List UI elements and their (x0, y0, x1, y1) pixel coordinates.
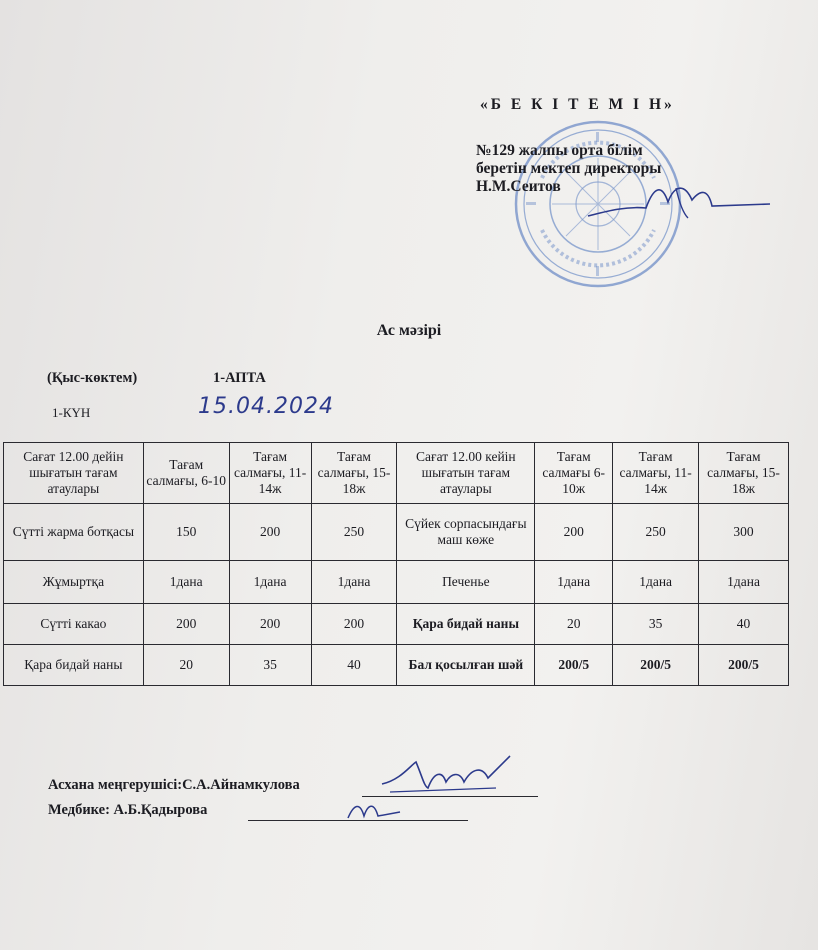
header-cell: Сағат 12.00 дейін шығатын тағам атаулары (4, 443, 144, 504)
table-cell: Бал қосылған шәй (397, 645, 535, 686)
table-cell: 200/5 (613, 645, 699, 686)
table-cell: 200 (311, 604, 397, 645)
table-cell: 200 (535, 504, 613, 561)
table-cell: 20 (143, 645, 229, 686)
header-cell: Тағам салмағы, 11-14ж (613, 443, 699, 504)
week-label: 1-АПТА (213, 370, 266, 386)
table-cell: 35 (229, 645, 311, 686)
season-label: (Қыс-көктем) (47, 370, 138, 386)
table-cell: 200 (143, 604, 229, 645)
header-cell: Тағам салмағы, 15-18ж (311, 443, 397, 504)
menu-table (3, 442, 789, 686)
table-cell: Сүтті жарма ботқасы (4, 504, 144, 561)
table-cell: 200/5 (699, 645, 789, 686)
table-cell: 250 (613, 504, 699, 561)
table-cell: Қара бидай наны (4, 645, 144, 686)
table-cell: Сүтті какао (4, 604, 144, 645)
table-cell: 150 (143, 504, 229, 561)
table-cell: 1дана (229, 561, 311, 604)
handwritten-date: 15.04.2024 (198, 394, 334, 419)
table-header-row (4, 443, 789, 504)
table-cell: Сүйек сорпасындағы маш көже (397, 504, 535, 561)
table-row (4, 561, 789, 604)
table-cell: 1дана (143, 561, 229, 604)
table-row (4, 504, 789, 561)
table-cell: 300 (699, 504, 789, 561)
day-label: 1-КҮН (52, 405, 91, 420)
table-cell: Қара бидай наны (397, 604, 535, 645)
canteen-manager-signature (376, 752, 516, 802)
approval-line-3: Н.М.Сеитов (476, 178, 561, 195)
table-cell: 1дана (535, 561, 613, 604)
header-cell: Тағам салмағы 6-10ж (535, 443, 613, 504)
table-cell: 200/5 (535, 645, 613, 686)
approval-line-1: №129 жалпы орта білім (476, 142, 643, 159)
nurse-signature (344, 798, 404, 824)
table-cell: 1дана (311, 561, 397, 604)
table-cell: 1дана (699, 561, 789, 604)
approval-line-2: беретін мектеп директоры (476, 160, 662, 177)
page-title: Ас мәзірі (376, 322, 442, 339)
table-cell: 20 (535, 604, 613, 645)
nurse-label: Медбике: А.Б.Қадырова (48, 802, 208, 818)
table-cell: Печенье (397, 561, 535, 604)
header-cell: Тағам салмағы, 11-14ж (229, 443, 311, 504)
table-cell: Жұмыртқа (4, 561, 144, 604)
table-cell: 200 (229, 604, 311, 645)
director-signature (584, 176, 774, 226)
table-cell: 250 (311, 504, 397, 561)
table-cell: 35 (613, 604, 699, 645)
table-row (4, 645, 789, 686)
table-cell: 40 (699, 604, 789, 645)
header-cell: Тағам салмағы, 15-18ж (699, 443, 789, 504)
table-cell: 40 (311, 645, 397, 686)
table-row (4, 604, 789, 645)
table-cell: 1дана (613, 561, 699, 604)
header-cell: Тағам салмағы, 6-10 (143, 443, 229, 504)
table-cell: 200 (229, 504, 311, 561)
header-cell: Сағат 12.00 кейін шығатын тағам атаулары (397, 443, 535, 504)
canteen-manager-label: Асхана меңгерушісі:С.А.Айнамкулова (48, 777, 300, 793)
approval-heading: «Б Е К І Т Е М І Н» (480, 96, 675, 113)
